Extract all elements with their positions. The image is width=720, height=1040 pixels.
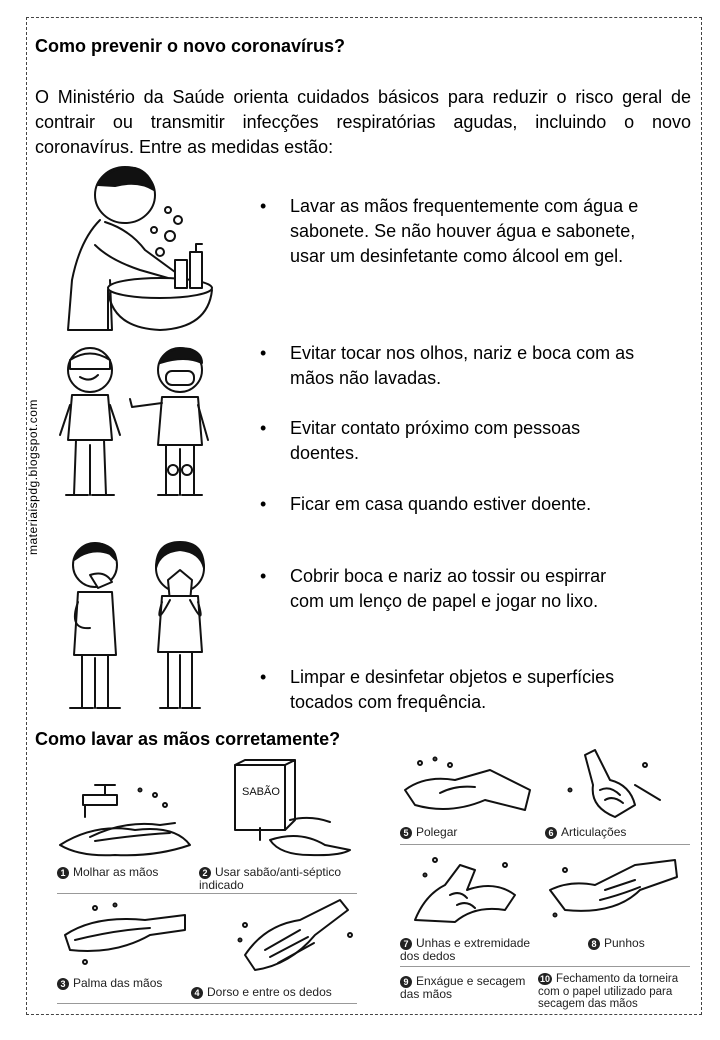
step-number-badge: 10 [539,974,550,984]
bullet-text: Cobrir boca e nariz ao tossir ou espirrar com um lenço de papel e jogar no lixo. [290,566,607,611]
boy-washing-hands-illustration [50,160,220,340]
section-title-handwashing: Como lavar as mãos corretamente? [35,729,341,749]
step-10-label [538,973,688,1011]
step-4-back-fingers-illustration [230,895,365,980]
divider [57,1003,357,1004]
divider [400,844,690,845]
intro-paragraph: O Ministério da Saúde orienta cuidados básicos para reduzir o risco geral de contrair ou transmitir infecções respiratórias agudas, incluindo o novo coronavírus. Entre as medidas estão: [35,87,691,157]
step-text: Punhos [604,936,645,950]
step-6-label [545,826,626,839]
step-number-badge: 3 [57,978,69,990]
step-text: Dorso e entre os dedos [207,985,332,999]
bullet-text: Lavar as mãos frequentemente com água e sabonete. Se não houver água e sabonete, usar um desinfetante como álcool em gel. [290,196,639,266]
bullet-symbol: • [260,566,267,586]
cover-mouth-illustration [50,540,220,720]
step-number-badge: 1 [57,867,69,879]
step-3-label [57,977,162,990]
step-8-label [588,937,645,950]
step-text: Fechamento da torneira com o papel utilizado para secagem das mãos [538,973,679,1011]
bullet-text: Limpar e desinfetar objetos e superfícies tocados com frequência. [290,667,615,712]
step-number-badge: 6 [545,827,557,839]
step-2-label [199,866,369,892]
step-2-soap-illustration [230,760,370,860]
step-7-nails-illustration [405,850,535,930]
bullet-text: Evitar contato próximo com pessoas doentes. [290,418,581,463]
step-text: Molhar as mãos [73,865,159,879]
bullet-symbol: • [260,343,267,363]
divider [400,966,690,967]
step-number-badge: 4 [191,987,203,999]
step-6-knuckles-illustration [555,745,675,825]
bullet-symbol: • [260,667,267,687]
step-text: Usar sabão/anti-séptico indicado [199,865,342,892]
step-number-badge: 8 [588,938,600,950]
bullet-symbol: • [260,494,267,514]
step-number-badge: 9 [400,976,412,988]
watermark: materiaispdg.blogspot.com [26,399,40,555]
bullet-text: Ficar em casa quando estiver doente. [290,494,592,514]
page-title: Como prevenir o novo coronavírus? [35,36,346,56]
bullet-symbol: • [260,196,267,216]
step-text: Polegar [416,825,458,839]
step-1-label [57,866,158,879]
step-5-thumb-illustration [400,755,540,825]
step-4-label [191,986,332,999]
step-number-badge: 5 [400,827,412,839]
step-number-badge: 7 [400,938,412,950]
step-1-wet-hands-illustration [55,775,195,860]
bullet-text: Evitar tocar nos olhos, nariz e boca com as mãos não lavadas. [290,343,635,388]
step-7-label [400,937,550,963]
step-text: Unhas e extremidade dos dedos [400,936,531,963]
step-text: Articulações [561,825,627,839]
step-text: Enxágue e secagem das mãos [400,974,526,1001]
step-text: Palma das mãos [73,976,163,990]
bullet-symbol: • [260,418,267,438]
step-9-label [400,975,535,1001]
step-3-palms-illustration [55,900,195,975]
step-8-wrists-illustration [545,855,685,930]
avoid-sick-people-illustration [50,345,220,505]
divider [57,893,357,894]
soap-label: SABÃO [242,786,280,798]
step-5-label [400,826,457,839]
step-number-badge: 2 [199,867,211,879]
